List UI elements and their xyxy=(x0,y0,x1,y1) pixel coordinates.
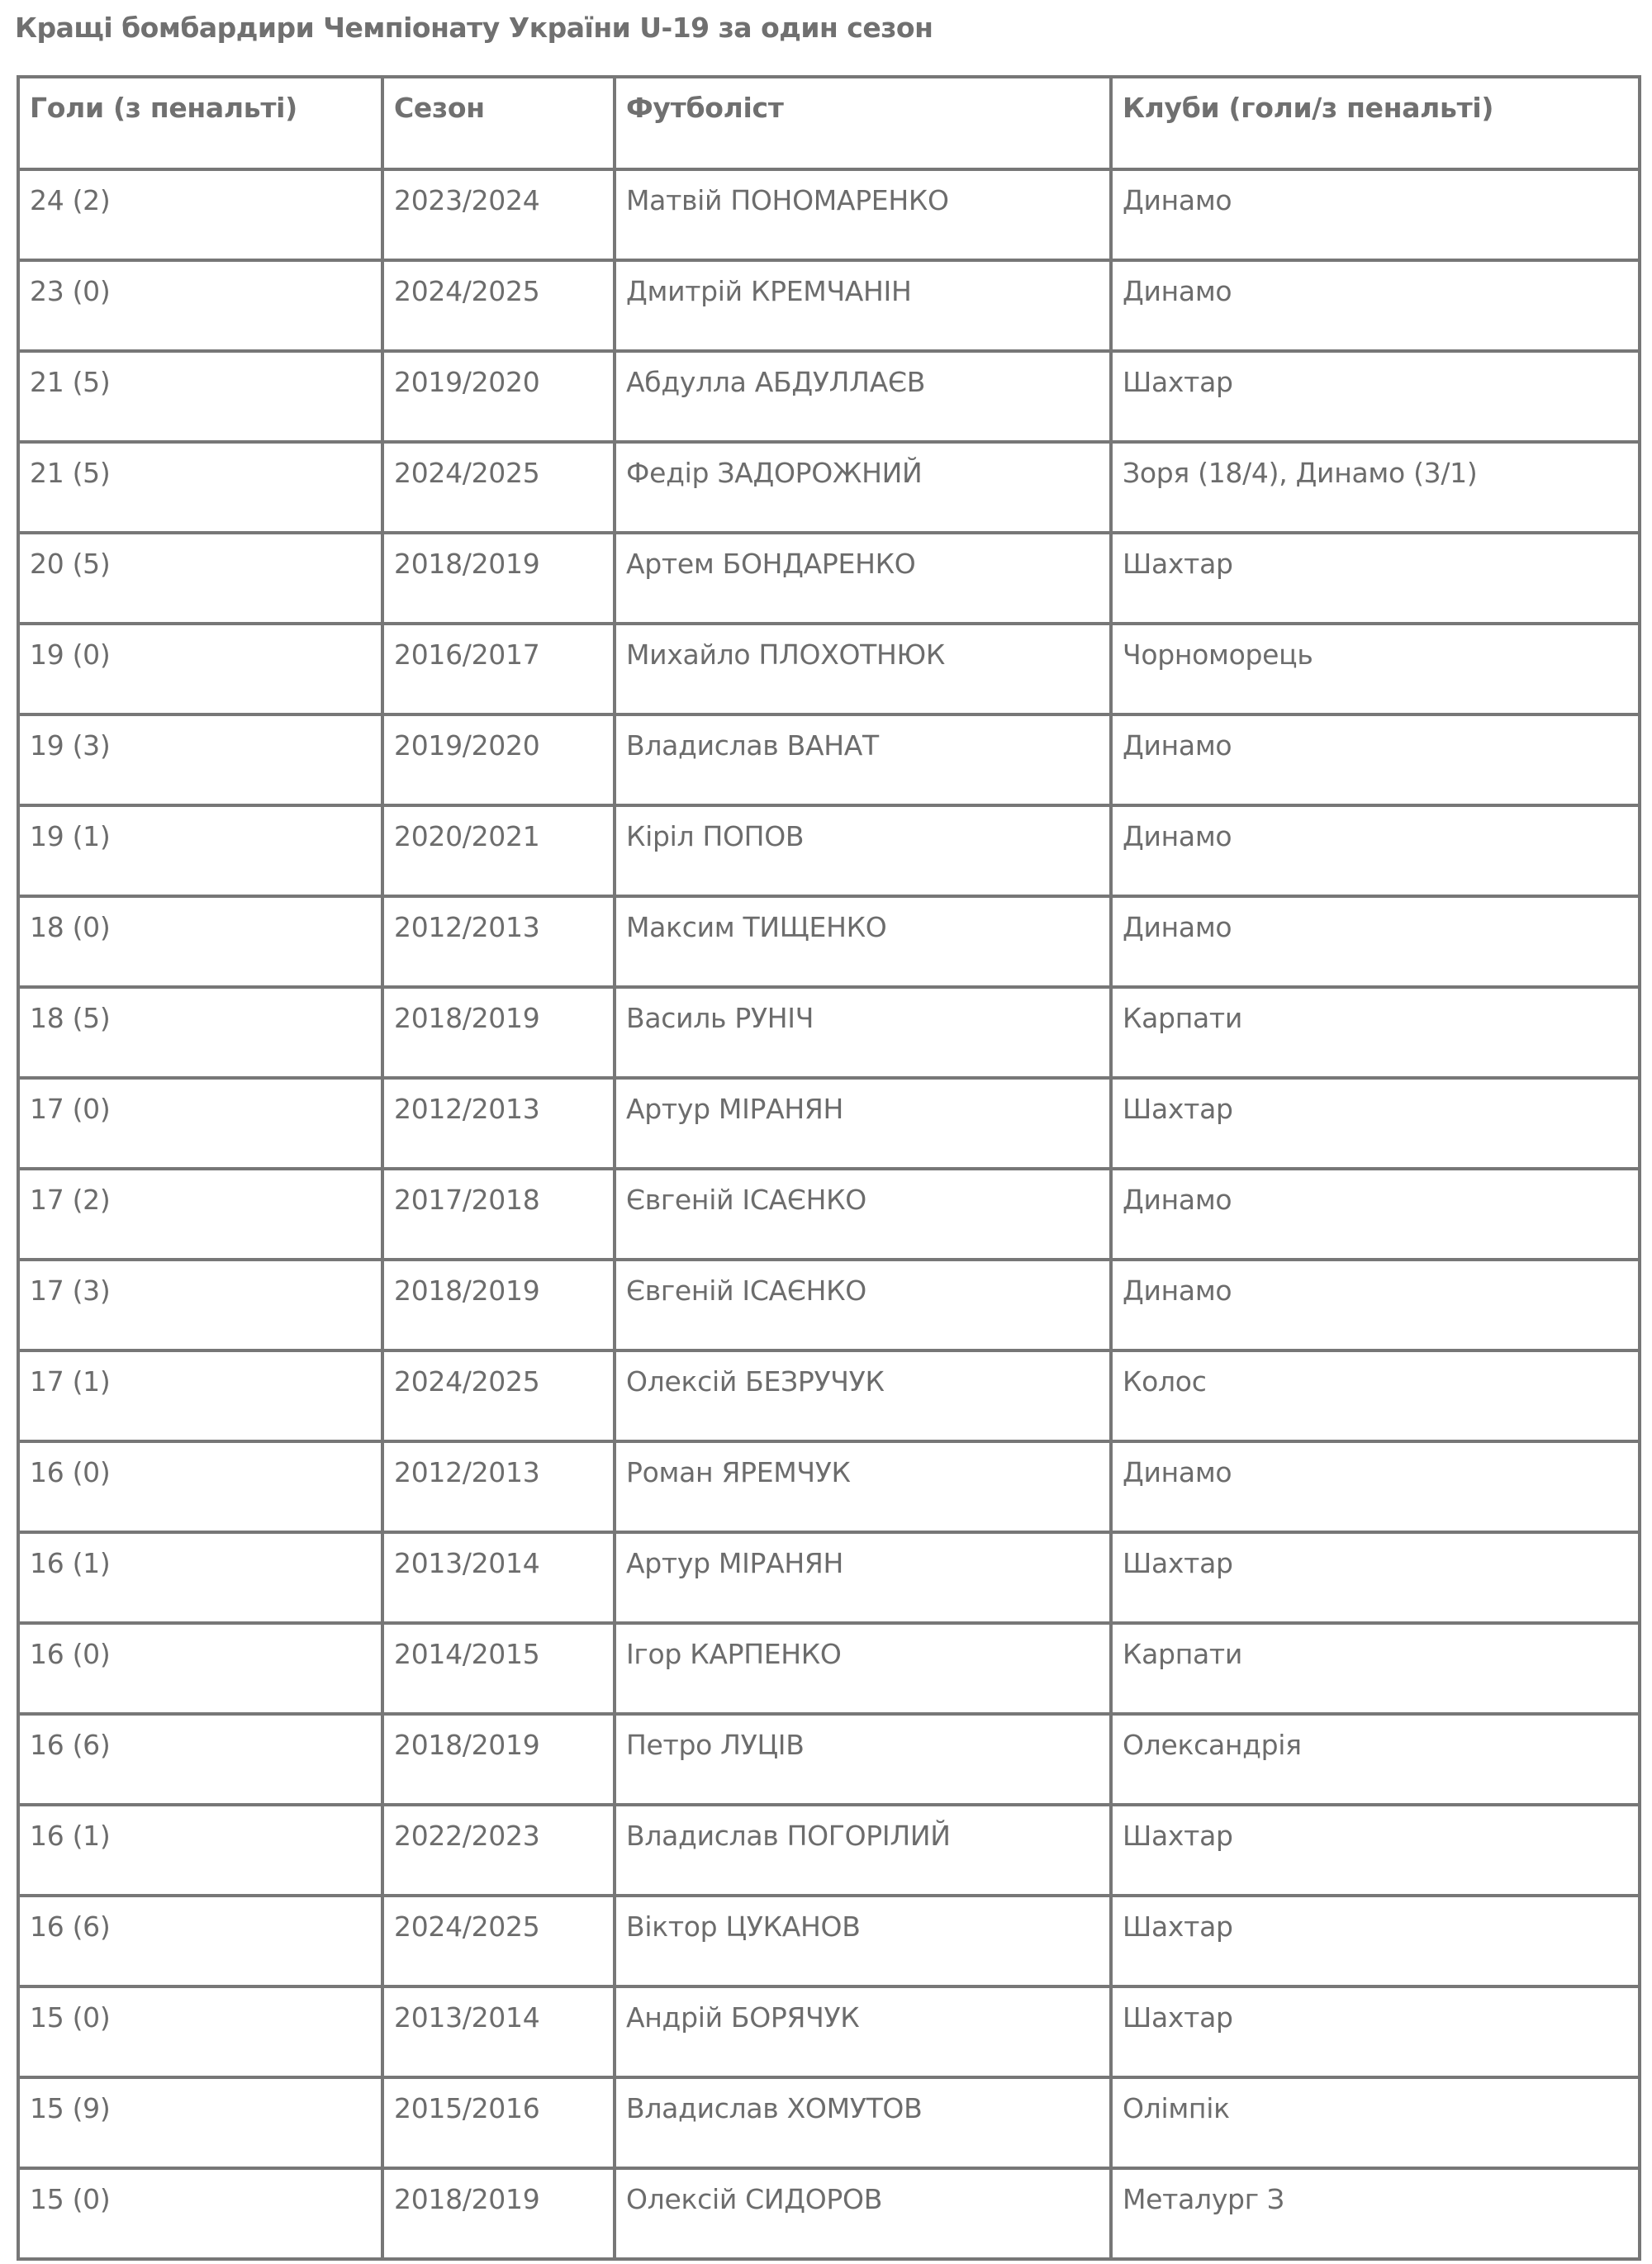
player-cell: Владислав ВАНАТ xyxy=(615,714,1111,805)
clubs-cell: Чорноморець xyxy=(1111,624,1640,714)
goals-cell: 15 (0) xyxy=(18,2168,382,2259)
goals-cell: 19 (0) xyxy=(18,624,382,714)
table-row xyxy=(18,624,1640,714)
player-cell: Петро ЛУЦІВ xyxy=(615,1714,1111,1805)
table-row xyxy=(18,260,1640,351)
goals-cell: 19 (3) xyxy=(18,714,382,805)
season-cell: 2024/2025 xyxy=(382,1350,615,1441)
table-row xyxy=(18,351,1640,442)
goals-cell: 21 (5) xyxy=(18,442,382,533)
season-cell: 2019/2020 xyxy=(382,351,615,442)
page-title: Кращі бомбардири Чемпіонату України U-19 за один сезон xyxy=(15,12,933,44)
table-body xyxy=(18,169,1640,2259)
season-cell: 2012/2013 xyxy=(382,1441,615,1532)
clubs-cell: Шахтар xyxy=(1111,1986,1640,2077)
table-row xyxy=(18,442,1640,533)
goals-cell: 16 (0) xyxy=(18,1441,382,1532)
table-row xyxy=(18,1350,1640,1441)
clubs-cell: Металург З xyxy=(1111,2168,1640,2259)
player-cell: Олексій СИДОРОВ xyxy=(615,2168,1111,2259)
season-cell: 2019/2020 xyxy=(382,714,615,805)
season-cell: 2013/2014 xyxy=(382,1986,615,2077)
goals-cell: 16 (6) xyxy=(18,1896,382,1986)
player-cell: Василь РУНІЧ xyxy=(615,987,1111,1078)
clubs-cell: Шахтар xyxy=(1111,1896,1640,1986)
player-cell: Абдулла АБДУЛЛАЄВ xyxy=(615,351,1111,442)
season-cell: 2024/2025 xyxy=(382,260,615,351)
clubs-cell: Динамо xyxy=(1111,169,1640,260)
clubs-cell: Динамо xyxy=(1111,1441,1640,1532)
goals-cell: 18 (5) xyxy=(18,987,382,1078)
goals-cell: 17 (0) xyxy=(18,1078,382,1169)
table-row xyxy=(18,1078,1640,1169)
table-row xyxy=(18,714,1640,805)
goals-cell: 18 (0) xyxy=(18,896,382,987)
table-row xyxy=(18,2077,1640,2168)
table-row xyxy=(18,805,1640,896)
table-row xyxy=(18,1805,1640,1896)
season-cell: 2020/2021 xyxy=(382,805,615,896)
table-row xyxy=(18,896,1640,987)
goals-cell: 17 (2) xyxy=(18,1169,382,1260)
player-cell: Віктор ЦУКАНОВ xyxy=(615,1896,1111,1986)
top-scorers-table xyxy=(17,75,1641,2261)
clubs-cell: Динамо xyxy=(1111,805,1640,896)
clubs-cell: Динамо xyxy=(1111,896,1640,987)
clubs-cell: Зоря (18/4), Динамо (3/1) xyxy=(1111,442,1640,533)
clubs-cell: Шахтар xyxy=(1111,1532,1640,1623)
clubs-cell: Динамо xyxy=(1111,714,1640,805)
player-cell: Євгеній ІСАЄНКО xyxy=(615,1260,1111,1350)
player-cell: Михайло ПЛОХОТНЮК xyxy=(615,624,1111,714)
table-row xyxy=(18,1532,1640,1623)
goals-cell: 21 (5) xyxy=(18,351,382,442)
goals-cell: 16 (6) xyxy=(18,1714,382,1805)
table-row xyxy=(18,1986,1640,2077)
goals-cell: 20 (5) xyxy=(18,533,382,624)
clubs-cell: Колос xyxy=(1111,1350,1640,1441)
player-cell: Артур МІРАНЯН xyxy=(615,1078,1111,1169)
player-cell: Роман ЯРЕМЧУК xyxy=(615,1441,1111,1532)
table-row xyxy=(18,987,1640,1078)
goals-cell: 19 (1) xyxy=(18,805,382,896)
goals-cell: 16 (0) xyxy=(18,1623,382,1714)
goals-cell: 17 (1) xyxy=(18,1350,382,1441)
column-header-goals: Голи (з пенальті) xyxy=(18,77,382,169)
season-cell: 2017/2018 xyxy=(382,1169,615,1260)
clubs-cell: Шахтар xyxy=(1111,533,1640,624)
season-cell: 2014/2015 xyxy=(382,1623,615,1714)
column-header-player: Футболіст xyxy=(615,77,1111,169)
player-cell: Артем БОНДАРЕНКО xyxy=(615,533,1111,624)
season-cell: 2024/2025 xyxy=(382,1896,615,1986)
player-cell: Андрій БОРЯЧУК xyxy=(615,1986,1111,2077)
season-cell: 2013/2014 xyxy=(382,1532,615,1623)
goals-cell: 15 (9) xyxy=(18,2077,382,2168)
goals-cell: 16 (1) xyxy=(18,1805,382,1896)
season-cell: 2016/2017 xyxy=(382,624,615,714)
player-cell: Федір ЗАДОРОЖНИЙ xyxy=(615,442,1111,533)
player-cell: Владислав ПОГОРІЛИЙ xyxy=(615,1805,1111,1896)
player-cell: Євгеній ІСАЄНКО xyxy=(615,1169,1111,1260)
clubs-cell: Карпати xyxy=(1111,1623,1640,1714)
season-cell: 2018/2019 xyxy=(382,533,615,624)
clubs-cell: Карпати xyxy=(1111,987,1640,1078)
table-row xyxy=(18,1441,1640,1532)
season-cell: 2018/2019 xyxy=(382,1714,615,1805)
player-cell: Матвій ПОНОМАРЕНКО xyxy=(615,169,1111,260)
clubs-cell: Динамо xyxy=(1111,1169,1640,1260)
table-row xyxy=(18,1623,1640,1714)
table-row xyxy=(18,1169,1640,1260)
player-cell: Олексій БЕЗРУЧУК xyxy=(615,1350,1111,1441)
goals-cell: 16 (1) xyxy=(18,1532,382,1623)
goals-cell: 15 (0) xyxy=(18,1986,382,2077)
clubs-cell: Шахтар xyxy=(1111,351,1640,442)
table-row xyxy=(18,169,1640,260)
clubs-cell: Шахтар xyxy=(1111,1078,1640,1169)
player-cell: Владислав ХОМУТОВ xyxy=(615,2077,1111,2168)
player-cell: Дмитрій КРЕМЧАНІН xyxy=(615,260,1111,351)
column-header-clubs: Клуби (голи/з пенальті) xyxy=(1111,77,1640,169)
season-cell: 2018/2019 xyxy=(382,1260,615,1350)
table-row xyxy=(18,1260,1640,1350)
season-cell: 2012/2013 xyxy=(382,896,615,987)
table-row xyxy=(18,533,1640,624)
clubs-cell: Олімпік xyxy=(1111,2077,1640,2168)
season-cell: 2024/2025 xyxy=(382,442,615,533)
season-cell: 2015/2016 xyxy=(382,2077,615,2168)
player-cell: Максим ТИЩЕНКО xyxy=(615,896,1111,987)
goals-cell: 17 (3) xyxy=(18,1260,382,1350)
clubs-cell: Олександрія xyxy=(1111,1714,1640,1805)
goals-cell: 24 (2) xyxy=(18,169,382,260)
table-header-row xyxy=(18,77,1640,169)
player-cell: Ігор КАРПЕНКО xyxy=(615,1623,1111,1714)
player-cell: Кіріл ПОПОВ xyxy=(615,805,1111,896)
season-cell: 2018/2019 xyxy=(382,2168,615,2259)
table-row xyxy=(18,1896,1640,1986)
season-cell: 2012/2013 xyxy=(382,1078,615,1169)
goals-cell: 23 (0) xyxy=(18,260,382,351)
player-cell: Артур МІРАНЯН xyxy=(615,1532,1111,1623)
table-row xyxy=(18,2168,1640,2259)
table-row xyxy=(18,1714,1640,1805)
season-cell: 2022/2023 xyxy=(382,1805,615,1896)
column-header-season: Сезон xyxy=(382,77,615,169)
clubs-cell: Динамо xyxy=(1111,260,1640,351)
clubs-cell: Шахтар xyxy=(1111,1805,1640,1896)
clubs-cell: Динамо xyxy=(1111,1260,1640,1350)
season-cell: 2018/2019 xyxy=(382,987,615,1078)
season-cell: 2023/2024 xyxy=(382,169,615,260)
